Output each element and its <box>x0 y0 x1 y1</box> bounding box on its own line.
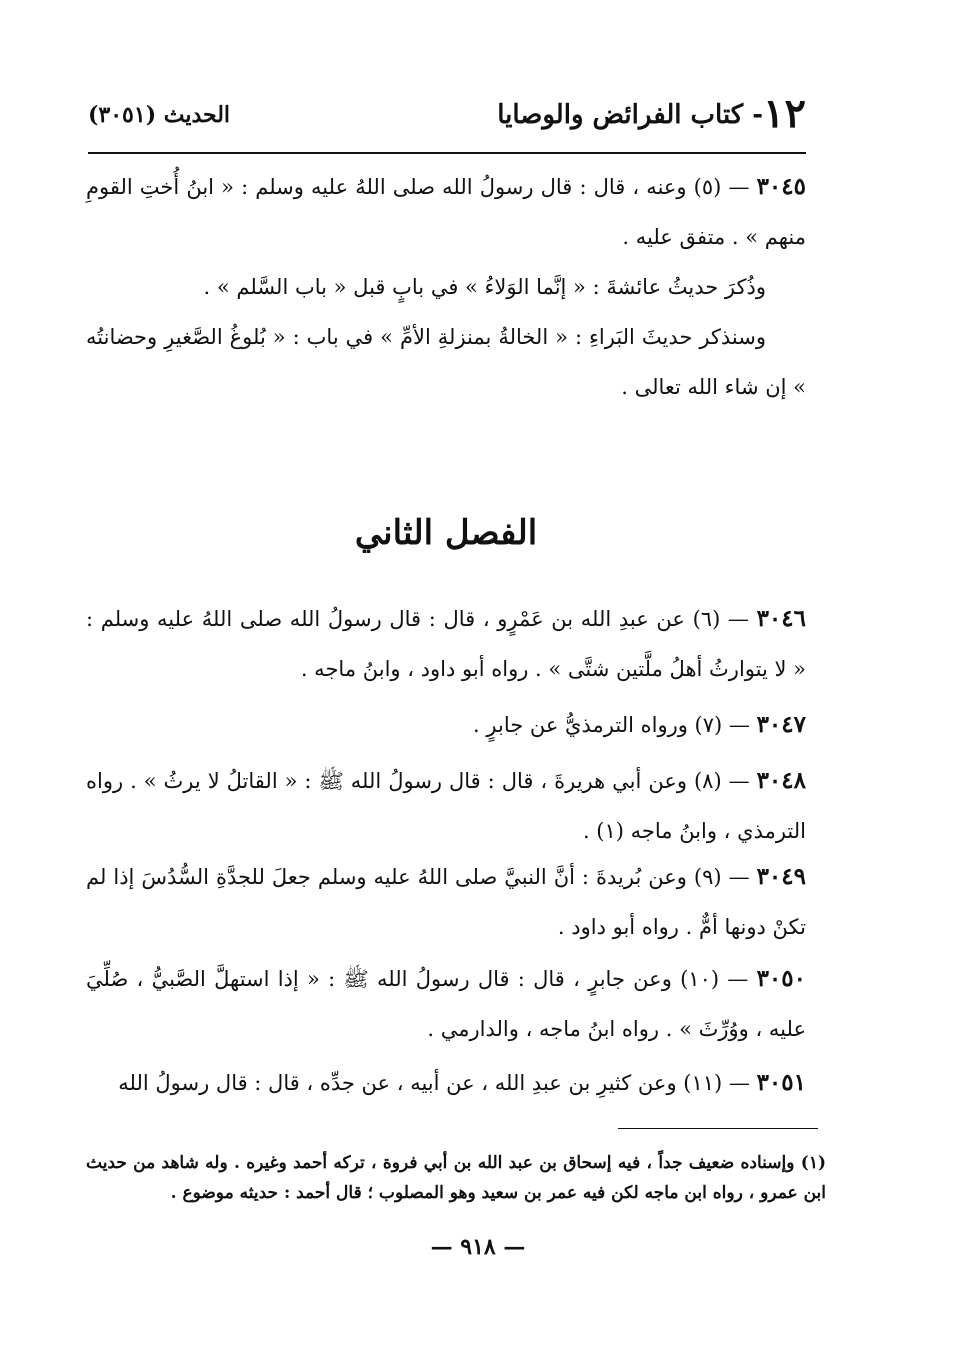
hadith-text: — (٩) وعن بُريدةَ : أنَّ النبيَّ صلى اللهُ عليه وسلم جعلَ للجدَّةِ السُّدُسَ إذا لم تكنْ دونها أمٌّ . رواه أبو داود . <box>86 865 806 939</box>
page-number: — ٩١٨ — <box>430 1234 526 1260</box>
hadith-3051 <box>86 1058 806 1108</box>
hadith-text: — (١٠) وعن جابرٍ ، قال : قال رسولُ الله ﷺ : « إذا استهلَّ الصَّبيُّ ، صُلِّيَ عليه ، ووُرِّثَ » . رواه ابنُ ماجه ، والدارمي . <box>86 967 806 1041</box>
chapter-number: ١٢ <box>763 90 806 137</box>
hadith-3047 <box>86 700 806 750</box>
hadith-text: — (٥) وعنه ، قال : قال رسولُ الله صلى اللهُ عليه وسلم : « ابنُ أُختِ القومِ منهم » . متفق عليه . <box>86 175 806 249</box>
hadith-text: — (٦) عن عبدِ الله بن عَمْرٍو ، قال : قال رسولُ الله صلى اللهُ عليه وسلم : « لا يتوارثُ أهلُ ملَّتين شتَّى » . رواه أبو داود ، وابنُ ماجه . <box>86 607 806 681</box>
hadith-range: الحديث (٣٠٥١) <box>88 102 231 128</box>
note-text: وذُكرَ حديثُ عائشةَ : « إنَّما الوَلاءُ » في بابٍ قبل « باب السَّلم » . <box>203 275 766 299</box>
chapter-heading <box>497 90 806 137</box>
hadith-text: — (٧) ورواه الترمذيُّ عن جابرٍ . <box>473 713 750 737</box>
hadith-number: ٣٠٤٥ <box>756 173 806 200</box>
note-text: وسنذكر حديثَ البَراءِ : « الخالةُ بمنزلةِ الأمِّ » في باب : « بُلوغُ الصَّغيرِ وحضانتُه » إن شاء الله تعالى . <box>86 325 806 399</box>
footnote: (١) وإسناده ضعيف جداً ، فيه إسحاق بن عبد الله بن أبي فروة ، تركه أحمد وغيره . وله شاهد من حديث ابن عمرو ، رواه ابن ماجه لكن فيه عمر بن سعيد وهو المصلوب ؛ قال أحمد : حديثه موضوع . <box>86 1153 826 1203</box>
hadith-number: ٣٠٤٦ <box>756 605 806 632</box>
hadith-text: — (٨) وعن أبي هريرةَ ، قال : قال رسولُ الله ﷺ : « القاتلُ لا يرثُ » . رواه الترمذي ، وابنُ ماجه (١) . <box>86 769 806 843</box>
hadith-3046 <box>86 594 806 694</box>
hadith-number: ٣٠٤٨ <box>756 767 806 794</box>
section-title: الفصل الثاني <box>354 513 538 553</box>
hadith-3050 <box>86 954 806 1054</box>
header-divider <box>88 152 806 154</box>
note-bara <box>86 312 806 412</box>
hadith-number: ٣٠٤٧ <box>756 711 806 738</box>
hadith-3048 <box>86 756 806 856</box>
hadith-number: ٣٠٥١ <box>756 1069 806 1096</box>
note-aisha <box>86 262 806 312</box>
hadith-text: — (١١) وعن كثيرِ بن عبدِ الله ، عن أبيه ، عن جدِّه ، قال : قال رسولُ الله <box>118 1071 750 1095</box>
hadith-3045 <box>86 162 806 262</box>
footnote-divider <box>618 1128 818 1129</box>
chapter-title: - كتاب الفرائض والوصايا <box>497 100 764 130</box>
hadith-number: ٣٠٤٩ <box>756 863 806 890</box>
hadith-number: ٣٠٥٠ <box>756 965 806 992</box>
running-header <box>88 88 806 148</box>
hadith-3049 <box>86 852 806 952</box>
